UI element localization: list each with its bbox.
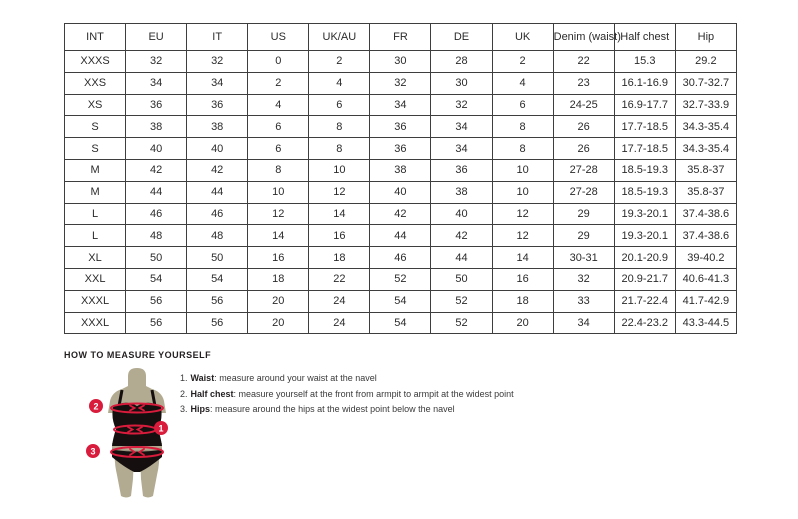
size-value-cell: 4 <box>309 72 370 94</box>
size-label-cell: L <box>65 203 126 225</box>
size-value-cell: 40 <box>126 138 187 160</box>
size-value-cell: 52 <box>370 268 431 290</box>
table-row <box>65 94 737 116</box>
size-value-cell: 32 <box>553 268 614 290</box>
size-value-cell: 24-25 <box>553 94 614 116</box>
column-header: EU <box>126 24 187 51</box>
table-row <box>65 51 737 73</box>
size-value-cell: 42 <box>187 159 248 181</box>
size-value-cell: 18.5-19.3 <box>614 181 675 203</box>
size-value-cell: 16.9-17.7 <box>614 94 675 116</box>
size-value-cell: 34 <box>431 138 492 160</box>
size-value-cell: 10 <box>492 181 553 203</box>
size-value-cell: 32 <box>187 51 248 73</box>
size-value-cell: 38 <box>126 116 187 138</box>
size-value-cell: 44 <box>187 181 248 203</box>
size-value-cell: 10 <box>309 159 370 181</box>
step-number: 2. <box>180 388 188 399</box>
size-value-cell: 17.7-18.5 <box>614 138 675 160</box>
size-value-cell: 34 <box>126 72 187 94</box>
step-label: Waist <box>190 373 215 383</box>
size-value-cell: 30-31 <box>553 247 614 269</box>
size-value-cell: 42 <box>126 159 187 181</box>
size-value-cell: 6 <box>309 94 370 116</box>
size-value-cell: 34.3-35.4 <box>675 116 736 138</box>
size-value-cell: 10 <box>492 159 553 181</box>
size-label-cell: XL <box>65 247 126 269</box>
column-header: Half chest <box>614 24 675 51</box>
marker-waist <box>154 421 168 435</box>
size-label-cell: XS <box>65 94 126 116</box>
size-value-cell: 8 <box>309 116 370 138</box>
size-value-cell: 43.3-44.5 <box>675 312 736 334</box>
size-value-cell: 22.4-23.2 <box>614 312 675 334</box>
size-value-cell: 17.7-18.5 <box>614 116 675 138</box>
step-text: : measure around the hips at the widest point below the navel <box>210 404 455 414</box>
size-value-cell: 35.8-37 <box>675 159 736 181</box>
table-row <box>65 247 737 269</box>
size-value-cell: 30 <box>431 72 492 94</box>
measure-step-hips <box>180 405 514 414</box>
size-label-cell: XXL <box>65 268 126 290</box>
size-value-cell: 38 <box>431 181 492 203</box>
size-label-cell: M <box>65 181 126 203</box>
size-label-cell: M <box>65 159 126 181</box>
size-value-cell: 8 <box>492 138 553 160</box>
size-label-cell: XXS <box>65 72 126 94</box>
size-value-cell: 26 <box>553 138 614 160</box>
size-value-cell: 48 <box>187 225 248 247</box>
step-text: : measure yourself at the front from armpit to armpit at the widest point <box>233 388 514 399</box>
size-value-cell: 8 <box>309 138 370 160</box>
size-value-cell: 38 <box>187 116 248 138</box>
size-value-cell: 12 <box>492 225 553 247</box>
size-value-cell: 18 <box>492 290 553 312</box>
table-row <box>65 290 737 312</box>
column-header: US <box>248 24 309 51</box>
size-label-cell: XXXL <box>65 312 126 334</box>
size-value-cell: 34 <box>187 72 248 94</box>
step-number: 1. <box>180 373 188 383</box>
size-value-cell: 2 <box>492 51 553 73</box>
mannequin-illustration <box>82 367 192 502</box>
size-value-cell: 20.9-21.7 <box>614 268 675 290</box>
table-header-row <box>65 24 737 51</box>
size-value-cell: 16 <box>248 247 309 269</box>
size-value-cell: 50 <box>126 247 187 269</box>
size-value-cell: 42 <box>431 225 492 247</box>
size-value-cell: 40 <box>431 203 492 225</box>
size-value-cell: 4 <box>492 72 553 94</box>
size-value-cell: 16 <box>309 225 370 247</box>
size-value-cell: 56 <box>126 312 187 334</box>
size-value-cell: 8 <box>492 116 553 138</box>
column-header: Hip <box>675 24 736 51</box>
size-value-cell: 38 <box>370 159 431 181</box>
step-label: Half chest <box>190 388 234 399</box>
size-value-cell: 6 <box>248 116 309 138</box>
size-value-cell: 29 <box>553 225 614 247</box>
size-value-cell: 20 <box>248 312 309 334</box>
size-value-cell: 18 <box>309 247 370 269</box>
size-value-cell: 52 <box>431 312 492 334</box>
size-value-cell: 30.7-32.7 <box>675 72 736 94</box>
size-value-cell: 48 <box>126 225 187 247</box>
measure-heading: HOW TO MEASURE YOURSELF <box>64 350 212 360</box>
table-row <box>65 159 737 181</box>
size-value-cell: 34 <box>370 94 431 116</box>
step-label: Hips <box>190 404 211 414</box>
size-value-cell: 32 <box>370 72 431 94</box>
size-value-cell: 32 <box>431 94 492 116</box>
size-value-cell: 40 <box>187 138 248 160</box>
size-value-cell: 16.1-16.9 <box>614 72 675 94</box>
size-value-cell: 24 <box>309 290 370 312</box>
size-value-cell: 34 <box>553 312 614 334</box>
table-row <box>65 312 737 334</box>
size-chart-table <box>64 23 737 334</box>
measure-steps <box>180 374 514 421</box>
table-row <box>65 72 737 94</box>
size-value-cell: 44 <box>126 181 187 203</box>
size-label-cell: XXXL <box>65 290 126 312</box>
size-value-cell: 12 <box>248 203 309 225</box>
marker-half-chest <box>89 399 103 413</box>
size-value-cell: 34.3-35.4 <box>675 138 736 160</box>
size-value-cell: 54 <box>370 312 431 334</box>
size-value-cell: 27-28 <box>553 181 614 203</box>
size-value-cell: 50 <box>431 268 492 290</box>
size-value-cell: 18.5-19.3 <box>614 159 675 181</box>
size-value-cell: 27-28 <box>553 159 614 181</box>
svg-text:1: 1 <box>158 423 164 434</box>
size-label-cell: S <box>65 116 126 138</box>
size-label-cell: L <box>65 225 126 247</box>
size-value-cell: 19.3-20.1 <box>614 203 675 225</box>
size-value-cell: 16 <box>492 268 553 290</box>
table-row <box>65 268 737 290</box>
size-value-cell: 44 <box>431 247 492 269</box>
step-number: 3. <box>180 404 188 414</box>
measure-step-waist <box>180 374 514 383</box>
size-value-cell: 54 <box>187 268 248 290</box>
size-value-cell: 30 <box>370 51 431 73</box>
size-value-cell: 40.6-41.3 <box>675 268 736 290</box>
size-value-cell: 46 <box>187 203 248 225</box>
size-value-cell: 56 <box>126 290 187 312</box>
size-value-cell: 20.1-20.9 <box>614 247 675 269</box>
size-value-cell: 14 <box>492 247 553 269</box>
column-header: UK <box>492 24 553 51</box>
size-value-cell: 37.4-38.6 <box>675 225 736 247</box>
size-value-cell: 22 <box>553 51 614 73</box>
size-value-cell: 21.7-22.4 <box>614 290 675 312</box>
size-value-cell: 50 <box>187 247 248 269</box>
size-value-cell: 36 <box>126 94 187 116</box>
svg-text:2: 2 <box>93 401 99 412</box>
size-value-cell: 32 <box>126 51 187 73</box>
size-value-cell: 41.7-42.9 <box>675 290 736 312</box>
size-value-cell: 52 <box>431 290 492 312</box>
column-header: Denim (waist) <box>553 24 614 51</box>
size-label-cell: XXXS <box>65 51 126 73</box>
size-value-cell: 42 <box>370 203 431 225</box>
size-value-cell: 6 <box>492 94 553 116</box>
marker-hips <box>86 444 100 458</box>
size-value-cell: 6 <box>248 138 309 160</box>
column-header: UK/AU <box>309 24 370 51</box>
size-value-cell: 56 <box>187 290 248 312</box>
size-value-cell: 29.2 <box>675 51 736 73</box>
size-value-cell: 28 <box>431 51 492 73</box>
size-value-cell: 46 <box>126 203 187 225</box>
size-value-cell: 0 <box>248 51 309 73</box>
size-value-cell: 8 <box>248 159 309 181</box>
table-row <box>65 138 737 160</box>
size-value-cell: 4 <box>248 94 309 116</box>
size-value-cell: 23 <box>553 72 614 94</box>
size-value-cell: 34 <box>431 116 492 138</box>
step-text: : measure around your waist at the navel <box>214 373 377 383</box>
size-value-cell: 18 <box>248 268 309 290</box>
size-value-cell: 32.7-33.9 <box>675 94 736 116</box>
size-value-cell: 36 <box>187 94 248 116</box>
size-value-cell: 44 <box>370 225 431 247</box>
size-value-cell: 36 <box>431 159 492 181</box>
size-value-cell: 29 <box>553 203 614 225</box>
size-value-cell: 15.3 <box>614 51 675 73</box>
size-value-cell: 12 <box>309 181 370 203</box>
size-value-cell: 19.3-20.1 <box>614 225 675 247</box>
table-row <box>65 225 737 247</box>
size-value-cell: 10 <box>248 181 309 203</box>
size-value-cell: 22 <box>309 268 370 290</box>
size-value-cell: 46 <box>370 247 431 269</box>
size-value-cell: 12 <box>492 203 553 225</box>
column-header: DE <box>431 24 492 51</box>
size-value-cell: 37.4-38.6 <box>675 203 736 225</box>
size-value-cell: 54 <box>370 290 431 312</box>
size-label-cell: S <box>65 138 126 160</box>
size-value-cell: 14 <box>248 225 309 247</box>
size-value-cell: 35.8-37 <box>675 181 736 203</box>
table-row <box>65 116 737 138</box>
size-value-cell: 33 <box>553 290 614 312</box>
size-value-cell: 39-40.2 <box>675 247 736 269</box>
column-header: IT <box>187 24 248 51</box>
size-value-cell: 26 <box>553 116 614 138</box>
column-header: FR <box>370 24 431 51</box>
size-value-cell: 36 <box>370 116 431 138</box>
size-value-cell: 2 <box>309 51 370 73</box>
size-value-cell: 24 <box>309 312 370 334</box>
size-value-cell: 40 <box>370 181 431 203</box>
measure-step-half-chest <box>180 390 514 399</box>
table-row <box>65 181 737 203</box>
table-row <box>65 203 737 225</box>
column-header: INT <box>65 24 126 51</box>
size-value-cell: 56 <box>187 312 248 334</box>
size-value-cell: 14 <box>309 203 370 225</box>
size-value-cell: 2 <box>248 72 309 94</box>
size-value-cell: 36 <box>370 138 431 160</box>
svg-text:3: 3 <box>90 446 96 457</box>
size-value-cell: 54 <box>126 268 187 290</box>
size-value-cell: 20 <box>248 290 309 312</box>
size-value-cell: 20 <box>492 312 553 334</box>
measurement-figure <box>82 367 192 502</box>
